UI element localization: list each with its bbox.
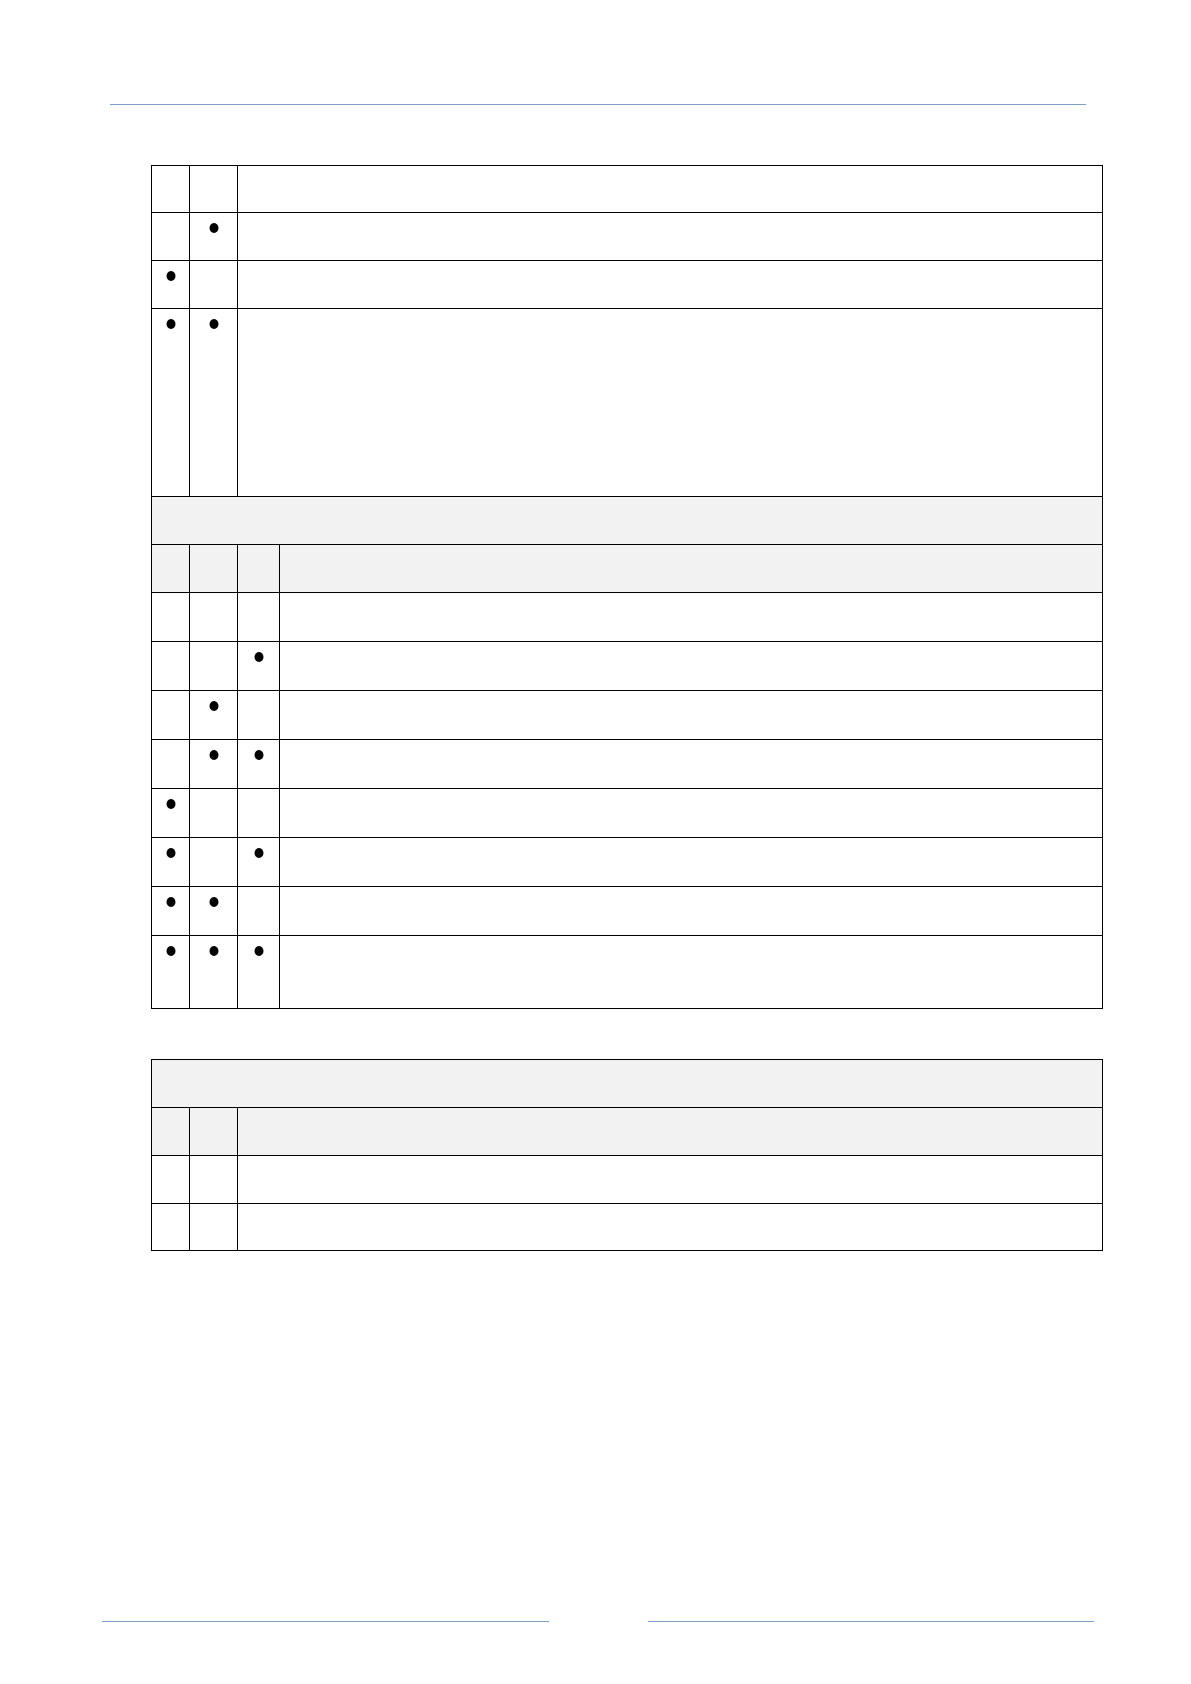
- bit-cell: [238, 887, 280, 935]
- bit-cell: [152, 309, 190, 496]
- table-row: [151, 260, 1103, 308]
- description-cell: [238, 1204, 1102, 1250]
- description-cell: [238, 261, 1102, 308]
- bit-cell: [190, 1156, 238, 1203]
- table-row: [151, 308, 1103, 496]
- table-row: [151, 886, 1103, 935]
- description-cell: [280, 691, 1102, 739]
- description-cell: [280, 838, 1102, 886]
- filled-dot-icon: [254, 652, 263, 662]
- bit-cell: [152, 789, 190, 837]
- table-row: [151, 641, 1103, 690]
- header-description-cell: [238, 1108, 1102, 1155]
- header-cell: [190, 166, 238, 212]
- header-cell: [152, 166, 190, 212]
- table-header-row: [151, 165, 1103, 212]
- section-header-row: [151, 544, 1103, 592]
- filled-dot-icon: [166, 897, 175, 907]
- filled-dot-icon: [254, 750, 263, 760]
- bit-combination-table: [151, 165, 1103, 1009]
- description-cell: [238, 309, 1102, 496]
- filled-dot-icon: [209, 319, 218, 329]
- bit-cell: [190, 789, 238, 837]
- description-cell: [280, 642, 1102, 690]
- footer-rule-right: [648, 1621, 1094, 1622]
- description-cell: [238, 213, 1102, 260]
- bit-cell: [190, 213, 238, 260]
- bit-cell: [152, 261, 190, 308]
- bit-cell: [238, 740, 280, 788]
- filled-dot-icon: [166, 271, 175, 281]
- bit-cell: [238, 593, 280, 641]
- bit-cell: [152, 740, 190, 788]
- header-cell: [190, 1108, 238, 1155]
- section-heading-cell: [152, 497, 1102, 544]
- filled-dot-icon: [209, 223, 218, 233]
- bit-cell: [238, 691, 280, 739]
- filled-dot-icon: [209, 897, 218, 907]
- bit-cell: [190, 887, 238, 935]
- section-heading-row: [151, 1059, 1103, 1107]
- filled-dot-icon: [166, 319, 175, 329]
- filled-dot-icon: [166, 848, 175, 858]
- bit-cell: [152, 213, 190, 260]
- header-cell: [152, 1108, 190, 1155]
- table-row: [151, 1155, 1103, 1203]
- bit-cell: [190, 838, 238, 886]
- bit-cell: [190, 309, 238, 496]
- table-row: [151, 690, 1103, 739]
- bit-cell: [190, 261, 238, 308]
- table-row: [151, 788, 1103, 837]
- bit-cell: [190, 642, 238, 690]
- description-cell: [280, 887, 1102, 935]
- bit-cell: [152, 936, 190, 1008]
- header-cell: [190, 545, 238, 592]
- section-heading-cell: [152, 1060, 1102, 1107]
- header-cell: [152, 545, 190, 592]
- filled-dot-icon: [166, 799, 175, 809]
- bit-cell: [152, 593, 190, 641]
- table-row: [151, 935, 1103, 1009]
- secondary-table: [151, 1059, 1103, 1251]
- description-cell: [280, 936, 1102, 1008]
- bit-cell: [190, 1204, 238, 1250]
- bit-cell: [238, 936, 280, 1008]
- bit-cell: [152, 642, 190, 690]
- bit-cell: [190, 593, 238, 641]
- bit-cell: [238, 838, 280, 886]
- bit-cell: [238, 642, 280, 690]
- description-cell: [280, 593, 1102, 641]
- header-rule: [110, 104, 1086, 105]
- filled-dot-icon: [209, 946, 218, 956]
- filled-dot-icon: [209, 701, 218, 711]
- bit-cell: [190, 936, 238, 1008]
- table-row: [151, 739, 1103, 788]
- header-description-cell: [280, 545, 1102, 592]
- bit-cell: [152, 691, 190, 739]
- filled-dot-icon: [166, 946, 175, 956]
- table-row: [151, 837, 1103, 886]
- filled-dot-icon: [209, 750, 218, 760]
- footer-rule-left: [102, 1621, 549, 1622]
- bit-cell: [190, 691, 238, 739]
- filled-dot-icon: [254, 946, 263, 956]
- header-description-cell: [238, 166, 1102, 212]
- bit-cell: [190, 740, 238, 788]
- table-row: [151, 1203, 1103, 1251]
- filled-dot-icon: [254, 848, 263, 858]
- description-cell: [238, 1156, 1102, 1203]
- bit-cell: [238, 789, 280, 837]
- bit-cell: [152, 1156, 190, 1203]
- description-cell: [280, 789, 1102, 837]
- table-row: [151, 592, 1103, 641]
- section-heading-row: [151, 496, 1103, 544]
- section-header-row: [151, 1107, 1103, 1155]
- description-cell: [280, 740, 1102, 788]
- bit-cell: [152, 887, 190, 935]
- table-row: [151, 212, 1103, 260]
- header-cell: [238, 545, 280, 592]
- bit-cell: [152, 1204, 190, 1250]
- bit-cell: [152, 838, 190, 886]
